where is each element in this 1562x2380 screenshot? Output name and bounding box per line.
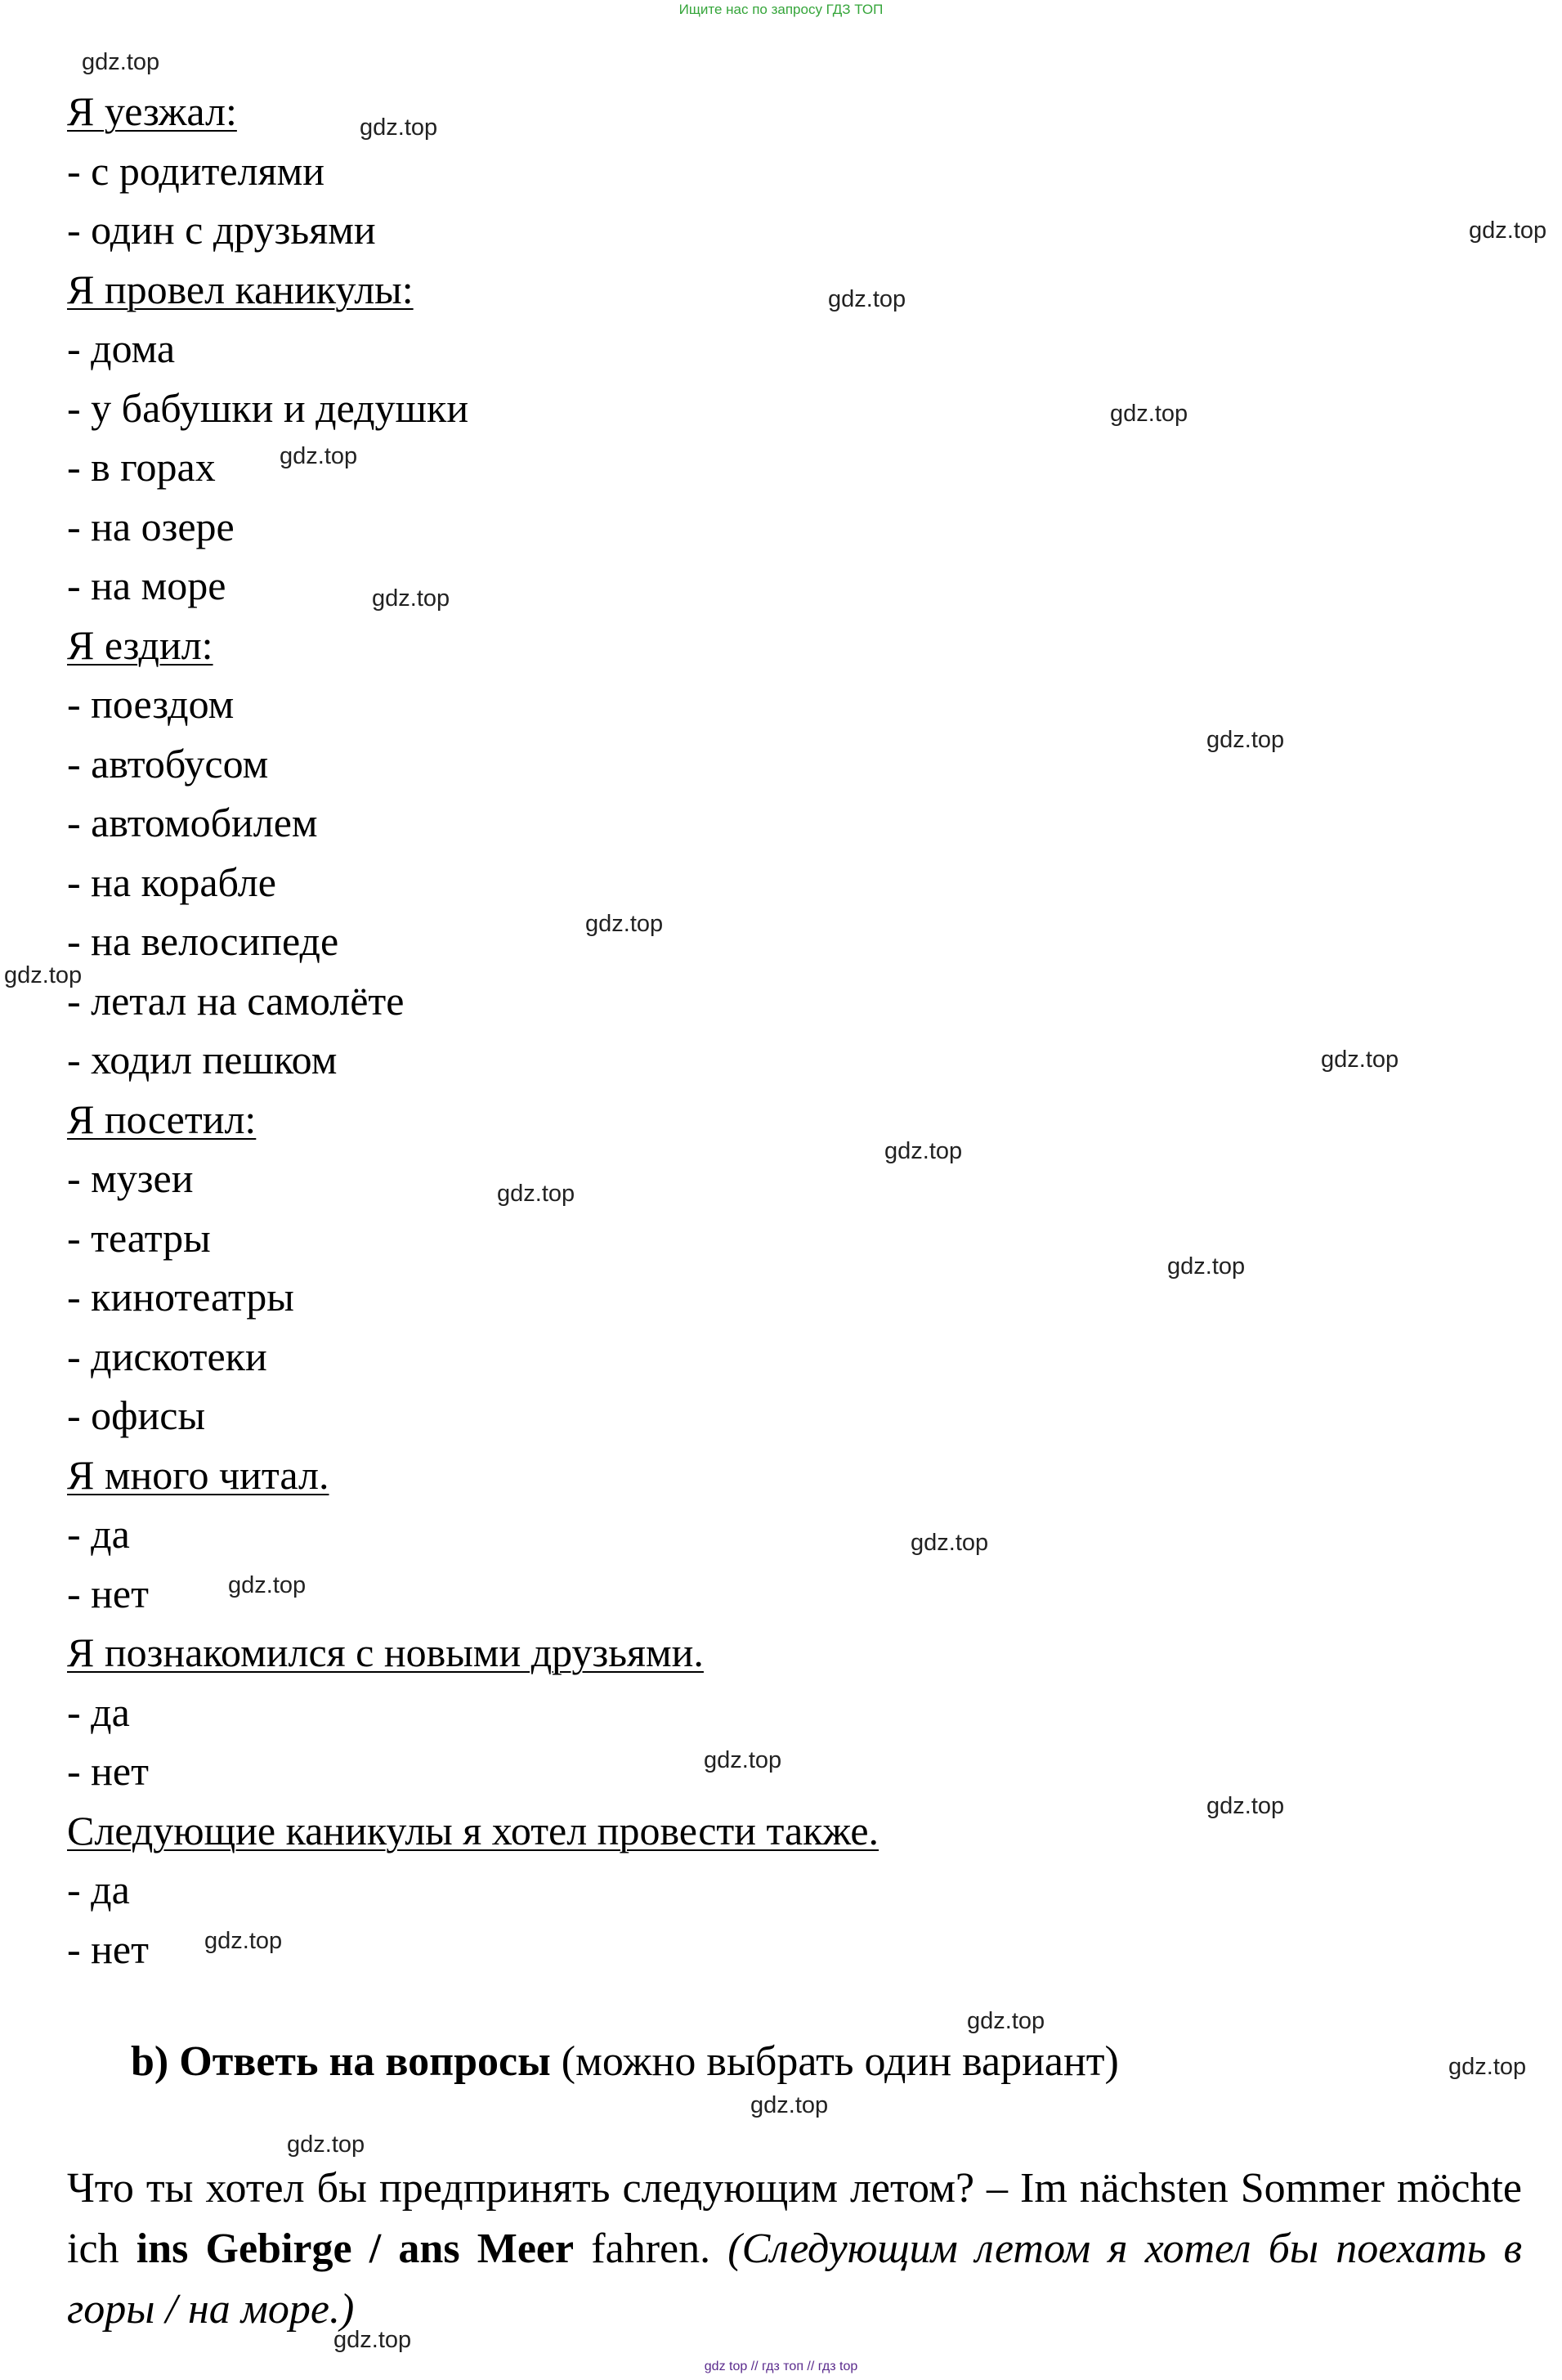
watermark-text: gdz.top [1206, 727, 1285, 753]
list-item: - на велосипеде [67, 918, 339, 964]
watermark-text: gdz.top [333, 2327, 412, 2353]
list-item: - один с друзьями [67, 207, 376, 253]
list-item: - летал на самолёте [67, 977, 405, 1024]
list-item: - на море [67, 563, 226, 608]
watermark-text: gdz.top [497, 1181, 575, 1207]
answer-translation: (Следующим летом я хотел бы поехать в горы / на море.) [67, 2225, 1523, 2333]
list-item: - автомобилем [67, 800, 318, 845]
task-b-heading [131, 2037, 1119, 2086]
bottom-watermark-note: gdz top // гдз топ // гдз top [704, 2360, 858, 2373]
watermark-text: gdz.top [82, 49, 160, 75]
watermark-text: gdz.top [4, 962, 83, 988]
list-item: - дома [67, 325, 176, 371]
task-note: (можно выбрать один вариант) [561, 2038, 1119, 2085]
list-item: - театры [67, 1214, 211, 1261]
watermark-text: gdz.top [372, 585, 450, 612]
watermark-text: gdz.top [585, 911, 664, 937]
list-item: - кинотеатры [67, 1274, 294, 1320]
watermark-text: gdz.top [280, 443, 358, 469]
list-item: - нет [67, 1925, 149, 1972]
list-item: - музеи [67, 1155, 194, 1201]
list-item: - на озере [67, 503, 235, 549]
list-item: - нет [67, 1748, 149, 1794]
section-heading: Я познакомился с новыми друзьями. [67, 1629, 704, 1675]
answer-question: Что ты хотел бы предпринять следующим летом? – Im nächsten Sommer möchte ich [67, 2165, 1522, 2272]
list-item: - с родителями [67, 147, 324, 194]
task-title: Ответь на вопросы [179, 2038, 551, 2085]
answer-ending: fahren. [591, 2225, 711, 2272]
list-item: - ходил пешком [67, 1037, 338, 1082]
watermark-text: gdz.top [828, 286, 906, 312]
watermark-text: gdz.top [704, 1747, 782, 1773]
section-heading: Следующие каникулы я хотел провести также. [67, 1807, 879, 1853]
list-item: - автобусом [67, 740, 269, 787]
list-item: - на корабле [67, 858, 276, 905]
watermark-text: gdz.top [204, 1928, 283, 1954]
task-label: b) [131, 2038, 169, 2085]
list-item: - да [67, 1688, 130, 1735]
watermark-text: gdz.top [750, 2092, 829, 2118]
watermark-text: gdz.top [967, 2008, 1045, 2034]
list-item: - поездом [67, 681, 235, 727]
watermark-text: gdz.top [884, 1138, 963, 1164]
section-heading: Я ездил: [67, 621, 213, 668]
watermark-text: gdz.top [1321, 1047, 1399, 1073]
watermark-text: gdz.top [1469, 217, 1547, 244]
list-item: - да [67, 1511, 130, 1557]
watermark-text: gdz.top [228, 1572, 307, 1598]
answer-paragraph [67, 2158, 1522, 2340]
list-item: - да [67, 1867, 130, 1912]
watermark-text: gdz.top [911, 1530, 989, 1556]
section-heading: Я уезжал: [67, 88, 237, 134]
list-item: - в горах [67, 444, 216, 490]
watermark-text: gdz.top [1167, 1253, 1246, 1280]
watermark-text: gdz.top [1206, 1793, 1285, 1819]
list-item: - у бабушки и дедушки [67, 384, 469, 431]
section-heading: Я посетил: [67, 1096, 257, 1142]
watermark-text: gdz.top [287, 2131, 365, 2158]
section-heading: Я много читал. [67, 1451, 329, 1498]
watermark-text: gdz.top [360, 114, 438, 141]
list-item: - нет [67, 1570, 149, 1616]
answer-bold-phrase: ins Gebirge / ans Meer [136, 2225, 575, 2272]
section-heading: Я провел каникулы: [67, 266, 414, 312]
watermark-text: gdz.top [1110, 401, 1188, 427]
list-item: - офисы [67, 1392, 206, 1438]
top-search-note: Ищите нас по запросу ГДЗ ТОП [678, 2, 884, 17]
watermark-text: gdz.top [1448, 2054, 1527, 2080]
document-body [67, 82, 1522, 1979]
list-item: - дискотеки [67, 1333, 267, 1379]
